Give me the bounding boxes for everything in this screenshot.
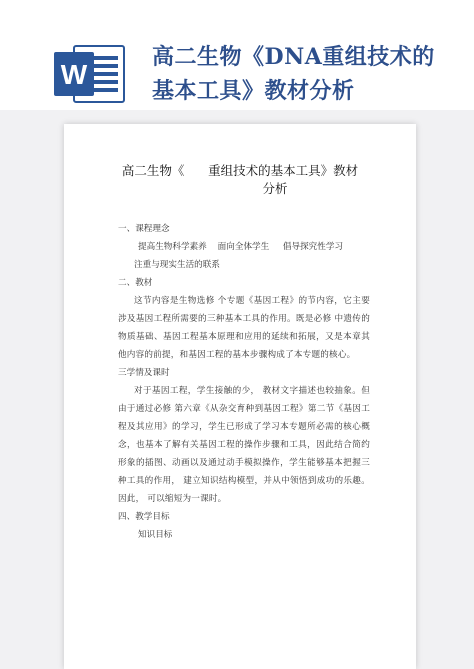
paragraph-line: 提高生物科学素养 面向全体学生 倡导探究性学习 xyxy=(138,242,344,252)
section-heading: 四、教学目标 xyxy=(118,512,170,522)
document-body xyxy=(118,220,370,544)
page-title xyxy=(64,162,416,198)
section-heading: 三学情及课时 xyxy=(118,368,170,378)
paragraph: 对于基因工程，学生接触的少， 教材文字描述也较抽象。但由于通过必修 第六章《从杂交育种到基因工程》第二节《基因工程及其应用》的学习，学生已形成了学习本专题所必需的核心概念，也基本了解有关基因工程的操作步骤和工具，因此结合简约形象的插图、动画以及通过动手模拟操作，学生能够基本把握三种工具的作用， 建立知识结构模型，并从中领悟到成功的乐趣。因此， 可以缩短为一课时。 xyxy=(118,386,370,504)
document-page xyxy=(64,124,416,669)
paragraph: 这节内容是生物选修 个专题《基因工程》的节内容，它主要涉及基因工程所需要的三种基本工具的作用。既是必修 中遗传的物质基础、基因工程基本原理和应用的延续和拓展，又是本章其他内容的前提，和基因工程的基本步骤构成了本专题的核心。 xyxy=(118,296,370,360)
page-title-line1: 高二生物《 重组技术的基本工具》教材 xyxy=(121,163,359,178)
page-fade xyxy=(64,629,416,669)
document-title-line2: 基本工具》教材分析 xyxy=(152,78,355,104)
section-heading: 一、课程理念 xyxy=(118,224,170,234)
section-heading: 二、教材 xyxy=(118,278,153,288)
document-title xyxy=(152,40,462,108)
subsection-heading: 知识目标 xyxy=(138,530,173,540)
svg-text:W: W xyxy=(60,59,88,90)
page-title-line2: 分析 xyxy=(262,181,288,196)
paragraph-line: 注重与现实生活的联系 xyxy=(134,260,220,270)
document-title-line1: 高二生物《DNA重组技术的 xyxy=(152,44,435,70)
word-document-icon xyxy=(52,42,128,106)
